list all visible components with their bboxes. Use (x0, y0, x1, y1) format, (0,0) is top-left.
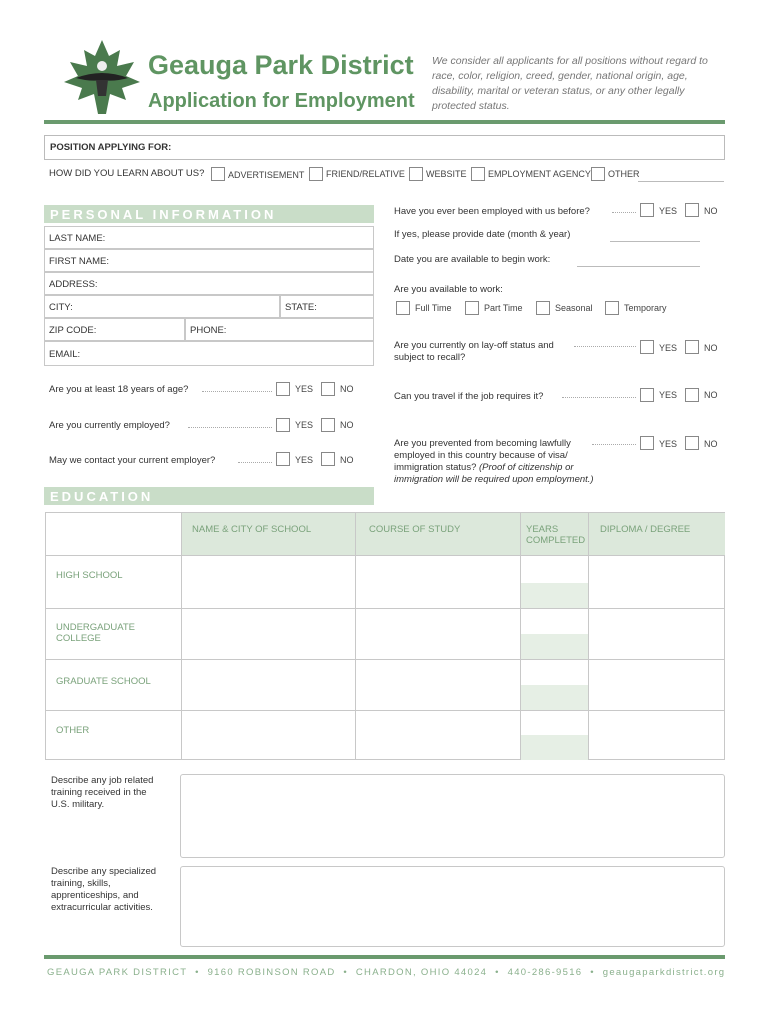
special-line-3: apprenticeships, and (51, 890, 139, 901)
q-travel-yes-label: YES (659, 390, 678, 400)
learn-option-website: WEBSITE (426, 169, 467, 179)
military-desc (51, 775, 153, 811)
q-layoff-yes-box[interactable] (640, 340, 654, 354)
q-employed-no-box[interactable] (321, 418, 335, 432)
q-layoff-no-box[interactable] (685, 340, 699, 354)
city-label: CITY: (49, 302, 73, 313)
edu-years-shade-2 (521, 634, 588, 659)
avail-temporary-label: Temporary (624, 303, 667, 313)
leaf-logo (62, 38, 142, 116)
q-prevent-dots (592, 444, 636, 445)
q-prevent-no-label: NO (704, 439, 718, 449)
special-textarea[interactable] (180, 866, 725, 947)
org-name: Geauga Park District (148, 50, 414, 80)
last-name-label: LAST NAME: (49, 233, 106, 244)
q-layoff-dots (574, 346, 636, 347)
special-desc (51, 866, 156, 914)
col-diploma-header: DIPLOMA / DEGREE (600, 524, 691, 535)
military-line-3: U.S. military. (51, 799, 105, 810)
q-prevent-proof: (Proof of citizenship or (479, 462, 574, 473)
q-age-no-box[interactable] (321, 382, 335, 396)
edu-hline-2 (46, 608, 725, 609)
email-label: EMAIL: (49, 349, 81, 360)
special-line-1: Describe any specialized (51, 866, 157, 877)
avail-fulltime-box[interactable] (396, 301, 410, 315)
q-contact-no-box[interactable] (321, 452, 335, 466)
q-prevent-label-2: employed in this country because of visa/ (394, 450, 568, 461)
q-prevent-label-4: immigration will be required upon employment.) (394, 474, 594, 485)
checkbox-agency[interactable] (471, 167, 485, 181)
phone-label: PHONE: (190, 325, 227, 336)
q-layoff-no-label: NO (704, 343, 718, 353)
q-employed-yes-box[interactable] (276, 418, 290, 432)
q-prev-no-label: NO (704, 206, 718, 216)
learn-label: HOW DID YOU LEARN ABOUT US? (49, 168, 205, 179)
col-course-header: COURSE OF STUDY (369, 524, 461, 535)
q-age-no-label: NO (340, 384, 354, 394)
avail-parttime-box[interactable] (465, 301, 479, 315)
avail-fulltime-label: Full Time (415, 303, 452, 313)
q-prevent-label-1: Are you prevented from becoming lawfully (394, 438, 571, 449)
city-field[interactable] (44, 295, 280, 318)
q-contact-yes-label: YES (295, 455, 314, 465)
q-prevent-yes-label: YES (659, 439, 678, 449)
q-begin-label: Date you are available to begin work: (394, 254, 551, 265)
q-employed-dots (188, 427, 272, 428)
q-employed-yes-label: YES (295, 420, 314, 430)
q-layoff-label-1: Are you currently on lay-off status and (394, 340, 554, 351)
learn-option-agency: EMPLOYMENT AGENCY (488, 169, 591, 179)
q-avail-label: Are you available to work: (394, 284, 503, 295)
first-name-label: FIRST NAME: (49, 256, 109, 267)
form-title: Application for Employment (148, 90, 415, 112)
checkbox-friend[interactable] (309, 167, 323, 181)
q-travel-dots (562, 397, 636, 398)
learn-option-other: OTHER (608, 169, 640, 179)
q-prevent-yes-box[interactable] (640, 436, 654, 450)
q-prev-no-box[interactable] (685, 203, 699, 217)
education-table (45, 512, 725, 760)
row-other: OTHER (56, 725, 90, 736)
q-age-yes-label: YES (295, 384, 314, 394)
special-line-4: extracurricular activities. (51, 902, 153, 913)
row-graduate: GRADUATE SCHOOL (56, 676, 151, 687)
q-travel-label: Can you travel if the job requires it? (394, 391, 544, 402)
edu-years-shade-4 (521, 735, 588, 760)
q-prev-yes-label: YES (659, 206, 678, 216)
q-prevent-text-3: immigration status? (394, 462, 477, 473)
q-layoff-label-2: subject to recall? (394, 352, 466, 363)
q-contact-no-label: NO (340, 455, 354, 465)
edu-hline-1 (46, 555, 725, 556)
q-travel-no-box[interactable] (685, 388, 699, 402)
q-employed-no-label: NO (340, 420, 354, 430)
state-label: STATE: (285, 302, 317, 313)
learn-option-advertisement: ADVERTISEMENT (228, 170, 305, 180)
q-contact-yes-box[interactable] (276, 452, 290, 466)
footer-rule (44, 955, 725, 959)
edu-hline-4 (46, 710, 725, 711)
checkbox-other[interactable] (591, 167, 605, 181)
edu-hline-3 (46, 659, 725, 660)
q-age-label: Are you at least 18 years of age? (49, 384, 189, 395)
avail-seasonal-box[interactable] (536, 301, 550, 315)
header-rule (44, 120, 725, 124)
q-contact-label: May we contact your current employer? (49, 455, 216, 466)
disclaimer: We consider all applicants for all positions without regard to race, color, religion, creed, gender, national origin, age, disability, marital or veteran status, or any other legally protected status. (432, 55, 708, 112)
q-employed-label: Are you currently employed? (49, 420, 170, 431)
edu-years-shade-3 (521, 685, 588, 710)
q-prevent-no-box[interactable] (685, 436, 699, 450)
edu-years-shade-1 (521, 583, 588, 608)
military-line-2: training received in the (51, 787, 147, 798)
zip-label: ZIP CODE: (49, 325, 97, 336)
row-undergrad-2: COLLEGE (56, 633, 101, 644)
position-label: POSITION APPLYING FOR: (50, 142, 172, 153)
row-undergrad-1: UNDERGADUATE (56, 622, 135, 633)
q-date-label: If yes, please provide date (month & year) (394, 229, 571, 240)
address-label: ADDRESS: (49, 279, 98, 290)
col-years-header-2: COMPLETED (526, 535, 586, 546)
checkbox-advertisement[interactable] (211, 167, 225, 181)
q-begin-line[interactable] (577, 266, 700, 267)
q-travel-no-label: NO (704, 390, 718, 400)
q-date-line[interactable] (610, 241, 700, 242)
avail-parttime-label: Part Time (484, 303, 523, 313)
col-school-header: NAME & CITY OF SCHOOL (192, 524, 312, 535)
avail-temporary-box[interactable] (605, 301, 619, 315)
q-travel-yes-box[interactable] (640, 388, 654, 402)
q-age-dots (202, 391, 272, 392)
military-textarea[interactable] (180, 774, 725, 858)
q-prev-dots (612, 212, 636, 213)
other-line[interactable] (638, 181, 724, 182)
q-layoff-yes-label: YES (659, 343, 678, 353)
edu-vline-1 (181, 513, 182, 760)
footer-text: GEAUGA PARK DISTRICT • 9160 ROBINSON ROAD • CHARDON, OHIO 44024 • 440-286-9516 • geaugaparkdistrict.org (47, 967, 726, 978)
learn-option-friend: FRIEND/RELATIVE (326, 169, 405, 179)
email-field[interactable] (44, 341, 374, 366)
special-line-2: training, skills, (51, 878, 111, 889)
row-high-school: HIGH SCHOOL (56, 570, 123, 581)
military-line-1: Describe any job related (51, 775, 154, 786)
checkbox-website[interactable] (409, 167, 423, 181)
avail-seasonal-label: Seasonal (555, 303, 593, 313)
education-title: EDUCATION (50, 489, 154, 504)
q-contact-dots (238, 462, 272, 463)
personal-title: PERSONAL INFORMATION (50, 207, 277, 222)
q-prev-label: Have you ever been employed with us before? (394, 206, 590, 217)
edu-vline-2 (355, 513, 356, 760)
edu-vline-4 (588, 513, 589, 760)
q-age-yes-box[interactable] (276, 382, 290, 396)
q-prevent-label-3 (394, 462, 574, 473)
q-prev-yes-box[interactable] (640, 203, 654, 217)
col-years-header-1: YEARS (526, 524, 559, 535)
